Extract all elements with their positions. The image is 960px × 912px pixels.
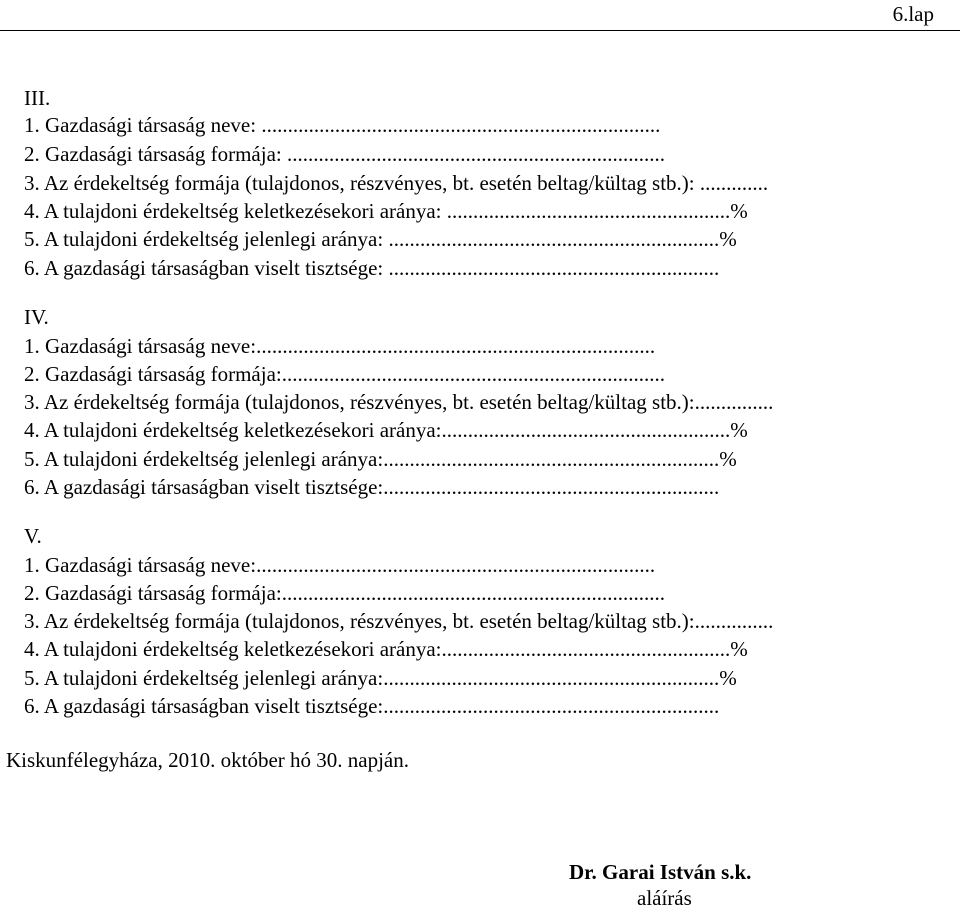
form-line: 3. Az érdekeltség formája (tulajdonos, részvényes, bt. esetén beltag/kültag stb.):............... — [24, 390, 774, 414]
form-line: 1. Gazdasági társaság neve:............................................................................ — [24, 334, 656, 358]
page-number: 6.lap — [892, 2, 934, 26]
form-line: 4. A tulajdoni érdekeltség keletkezésekori aránya: ......................................................% — [24, 199, 748, 223]
form-line: 6. A gazdasági társaságban viselt tisztsége:................................................................ — [24, 475, 720, 499]
form-line: 5. A tulajdoni érdekeltség jelenlegi aránya: ...............................................................% — [24, 227, 737, 251]
form-line: 1. Gazdasági társaság neve: ............................................................................ — [24, 113, 661, 137]
form-line: 4. A tulajdoni érdekeltség keletkezésekori aránya:.......................................................% — [24, 418, 748, 442]
form-line: 5. A tulajdoni érdekeltség jelenlegi aránya:................................................................% — [24, 447, 737, 471]
form-line: 3. Az érdekeltség formája (tulajdonos, részvényes, bt. esetén beltag/kültag stb.): ............. — [24, 171, 769, 195]
form-line: 2. Gazdasági társaság formája:......................................................................... — [24, 581, 665, 605]
section-heading: III. — [24, 86, 51, 110]
section-heading: IV. — [24, 305, 49, 329]
form-line: 2. Gazdasági társaság formája:......................................................................... — [24, 362, 665, 386]
form-line: 6. A gazdasági társaságban viselt tisztsége:................................................................ — [24, 694, 720, 718]
form-line: 6. A gazdasági társaságban viselt tisztsége: ............................................................... — [24, 256, 720, 280]
form-line: 5. A tulajdoni érdekeltség jelenlegi aránya:................................................................% — [24, 666, 737, 690]
form-line: 1. Gazdasági társaság neve:............................................................................ — [24, 553, 656, 577]
form-line: 4. A tulajdoni érdekeltség keletkezésekori aránya:.......................................................% — [24, 637, 748, 661]
form-line: 3. Az érdekeltség formája (tulajdonos, részvényes, bt. esetén beltag/kültag stb.):............... — [24, 609, 774, 633]
section-heading: V. — [24, 524, 42, 548]
form-line: 2. Gazdasági társaság formája: ........................................................................ — [24, 142, 665, 166]
header-rule — [0, 30, 960, 31]
place-and-date: Kiskunfélegyháza, 2010. október hó 30. napján. — [6, 748, 409, 772]
signer-name: Dr. Garai István s.k. — [569, 860, 752, 884]
signature-label: aláírás — [637, 886, 692, 910]
